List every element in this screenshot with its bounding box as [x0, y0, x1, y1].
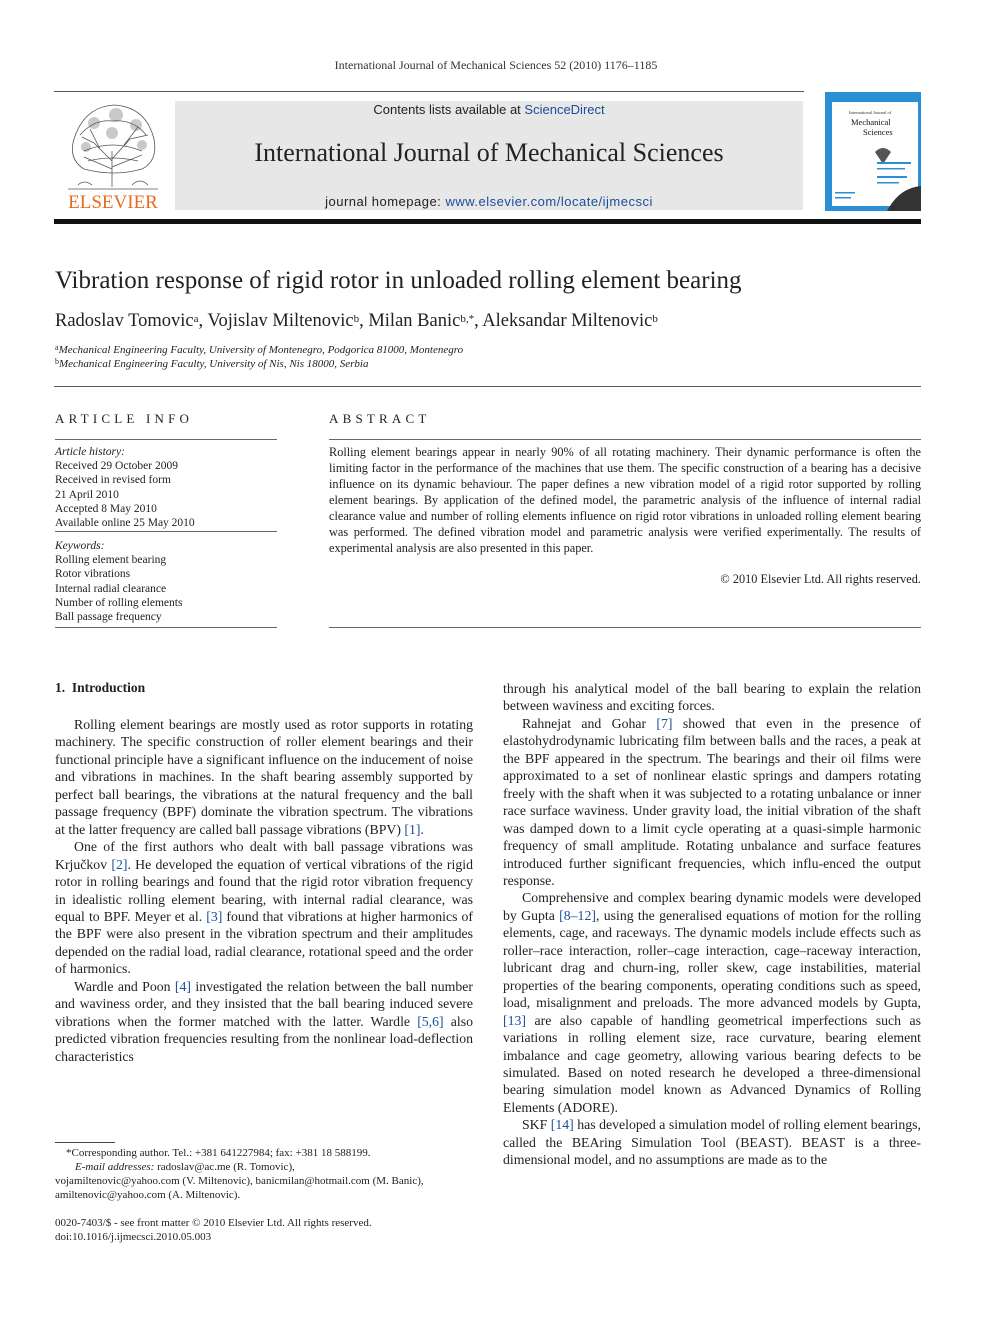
doi-line: doi:10.1016/j.ijmecsci.2010.05.003: [55, 1231, 212, 1243]
article-title: Vibration response of rigid rotor in unloaded rolling element bearing: [55, 267, 742, 294]
affiliation: [55, 344, 935, 356]
journal-title: International Journal of Mechanical Sciences: [254, 138, 724, 167]
paragraph-text: are also capable of handling geometrical imperfections such as variations in rolling element size, race curvature, bearing element imbalance and cage geometry, allowing various bearing defects to be simulated. Based on noted research he developed a three-dimensional bearing simulation model known as Advanced Dynamics of Rolling Elements (ADORE).: [503, 1012, 921, 1115]
citation-link[interactable]: [5,6]: [417, 1013, 444, 1029]
footnote-rule: [55, 1142, 115, 1143]
divider: [55, 531, 277, 532]
body-paragraph: [503, 889, 921, 1116]
body-paragraph: [55, 716, 473, 838]
paragraph-text: also predicted vibration frequencies resulting from the nonlinear load-deflection characteristics: [55, 1013, 473, 1064]
contents-prefix: Contents lists available at: [373, 102, 521, 117]
history-label: Article history:: [55, 446, 125, 458]
history-item: Available online 25 May 2010: [55, 517, 195, 530]
keywords: [55, 539, 277, 624]
citation-link[interactable]: [1]: [404, 821, 421, 837]
history-item: Accepted 8 May 2010: [55, 502, 157, 515]
citation-link[interactable]: [3]: [206, 908, 223, 924]
body-paragraph: [55, 838, 473, 978]
keyword: Rotor vibrations: [55, 568, 131, 581]
article-info-heading: ARTICLE INFO: [55, 411, 194, 426]
paragraph-text: Rahnejat and Gohar: [522, 715, 657, 731]
body-paragraph: [55, 978, 473, 1065]
paragraph-text: One of the first authors who dealt with ball passage vibrations was Krjučkov: [55, 839, 473, 872]
article-history: [55, 445, 277, 530]
body-paragraph: [503, 680, 921, 715]
email-line: [75, 1160, 495, 1174]
author-list: Radoslav Tomovic$^a$, Vojislav Miltenovic$^b$, Milan Banic$^{b,*}$, Aleksandar Miltenovic$^b$: [55, 311, 658, 331]
history-item: 21 April 2010: [55, 488, 119, 501]
paragraph-text: Rolling element bearings are mostly used as rotor supports in rotating machinery. The specific construction of roller element bearings and their functional principle have a significant influence on the inducement of noise and vibrations in machines. In the shaft bearing assembly supported by perfect ball bearings, the vibrations at the natural frequency and the ball passage frequency (BPF) dominate the vibration spectrum. The vibrations at the latter frequency are called ball passage vibrations (BPV): [55, 717, 473, 837]
sciencedirect-link[interactable]: ScienceDirect: [524, 102, 605, 117]
header-top-rule: [54, 91, 804, 92]
author-name: Radoslav Tomovic: [55, 311, 194, 331]
author-affiliation-mark: b: [353, 313, 360, 325]
affiliation: [55, 358, 935, 370]
paragraph-text: showed that even in the presence of elastohydrodynamic lubricating film between balls and the races, a peak at the BPF appeared in the spectrum. The bearings and their oil films were approximated to a set of nonlinear elastic springs and dampers rotating freely with the shaft when it was subjected to a rotating unbalance or inner race surface waviness. Under gravity load, the initial vibration of the shaft was damped down to a limit cycle operating at a quasi-simple harmonic frequency of small amplitude. Rotating unbalance and surface features introduced further significant frequencies, which influ-enced the output response.: [503, 715, 921, 888]
divider: [55, 627, 277, 628]
journal-cover-thumbnail: [825, 92, 921, 211]
divider: [54, 386, 921, 387]
paragraph-text: Wardle and Poon: [74, 978, 175, 994]
elsevier-logo: [54, 99, 172, 211]
paragraph-text: investigated the relation between the ball number and waviness order, and they insisted that the ball bearing induced severe vibrations when the former matched with the latter. Wardle: [55, 978, 473, 1029]
section-heading: [55, 680, 145, 696]
affiliation-mark: a: [55, 343, 59, 352]
keyword: Internal radial clearance: [55, 582, 167, 595]
paragraph-text: through his analytical model of the ball bearing to explain the relation between waviness and exciting forces.: [503, 681, 921, 714]
author-affiliation-mark: b,*: [460, 313, 475, 325]
body-paragraph: [503, 1116, 921, 1168]
email-line: vojamiltenovic@yahoo.com (V. Miltenovic), banicmilan@hotmail.com (M. Banic),: [55, 1175, 424, 1187]
elsevier-wordmark: ELSEVIER: [68, 192, 158, 211]
citation-link[interactable]: [4]: [174, 978, 192, 994]
divider: [55, 439, 277, 440]
header-thick-rule: [54, 219, 921, 224]
paragraph-text: . He developed the equation of vertical vibrations of the rigid rotor in rolling bearings and found that the rigid rotor vibration frequency in idealistic rolling element bearing, with internal radial clearance, was equal to BPF. Meyer et al.: [55, 856, 473, 924]
cover-title-line1: International Journal of: [849, 110, 892, 115]
citation-link[interactable]: [14]: [550, 1117, 574, 1133]
section-title: Introduction: [71, 680, 146, 695]
cover-title-line3: Sciences: [863, 127, 893, 137]
corresponding-author-note: *Corresponding author. Tel.: +381 641227984; fax: +381 18 588199.: [66, 1147, 371, 1159]
abstract-text: Rolling element bearings appear in nearly 90% of all rotating machinery. Their dynamic performance is often the limiting factor in the performance of the machines that use them. The specific construction of a bearing has a decisive influence on its dynamic behaviour. The paper defines a new vibration model of a rigid rotor supported by rolling element bearings. By application of the defined model, the parametric analysis of the influence of internal radial clearance value and number of rolling elements influence on rigid rotor vibrations in unloaded rolling element bearing was performed. The defined vibration model and parametric analysis were verified experimentally. The results of experimental analysis are also presented in this paper.: [329, 445, 921, 555]
body-column-right: [503, 680, 921, 1169]
contents-line: [175, 102, 803, 117]
affiliation-mark: b: [55, 357, 59, 366]
history-item: Received in revised form: [55, 474, 171, 487]
running-head: International Journal of Mechanical Sciences 52 (2010) 1176–1185: [334, 58, 658, 72]
abstract-copyright: © 2010 Elsevier Ltd. All rights reserved.: [720, 572, 921, 586]
author-name: Milan Banic: [368, 311, 461, 331]
keyword: Ball passage frequency: [55, 611, 162, 624]
history-item: Received 29 October 2009: [55, 460, 178, 473]
email-label: E-mail addresses:: [75, 1161, 155, 1173]
abstract-heading: ABSTRACT: [329, 411, 431, 426]
homepage-line: [175, 194, 803, 209]
author-affiliation-mark: b: [652, 313, 658, 325]
affiliation-text: Mechanical Engineering Faculty, University of Nis, Nis 18000, Serbia: [59, 358, 369, 370]
citation-link[interactable]: [13]: [503, 1012, 526, 1028]
paragraph-text: SKF: [522, 1117, 551, 1133]
affiliation-text: Mechanical Engineering Faculty, University of Montenegro, Podgorica 81000, Montenegro: [58, 344, 464, 356]
citation-link[interactable]: [8–12]: [559, 907, 596, 923]
body-column-left: [55, 716, 473, 1065]
email-line: amiltenovic@yahoo.com (A. Miltenovic).: [55, 1189, 241, 1201]
divider: [329, 627, 921, 628]
paragraph-text: , using the generalised equations of motion for the rolling elements, cage, and raceways. The dynamic models include effects such as roller–race interaction, roller–cage interaction, cage–raceway interaction, lubricant drag and churn-ing, roller skew, cage instabilities, material properties of the bearing components, operating conditions such as speed, load, misalignment and preloads. The more advanced models by Gupta,: [503, 907, 921, 1011]
keywords-label: Keywords:: [55, 540, 105, 552]
paragraph-text: has developed a simulation model of rolling element bearings, called the BEAring Simulation Tool (BEAST). BEAST is a three-dimensional model, and no assumptions are made as to the: [503, 1117, 921, 1168]
section-number: 1.: [55, 680, 66, 695]
citation-link[interactable]: [2]: [111, 856, 128, 872]
author-name: Aleksandar Miltenovic: [482, 311, 653, 331]
keyword: Number of rolling elements: [55, 596, 183, 609]
citation-link[interactable]: [7]: [656, 715, 673, 731]
author-affiliation-mark: a: [193, 313, 199, 325]
paragraph-text: .: [420, 821, 424, 837]
divider: [329, 439, 921, 440]
author-name: Vojislav Miltenovic: [207, 311, 354, 331]
homepage-link[interactable]: www.elsevier.com/locate/ijmecsci: [445, 194, 653, 209]
paragraph-text: Comprehensive and complex bearing dynamic models were developed by Gupta: [503, 890, 921, 923]
email-address: radoslav@ac.me (R. Tomovic),: [157, 1161, 295, 1173]
paragraph-text: found that vibrations at higher harmonics of the BPF were also present in the vibration spectrum and their amplitudes depended on the radial load, radial clearance, rotational speed and the order of harmonics.: [55, 908, 473, 977]
keyword: Rolling element bearing: [55, 554, 167, 567]
body-paragraph: [503, 715, 921, 890]
cover-title-line2: Mechanical: [851, 117, 891, 127]
homepage-prefix: journal homepage:: [325, 194, 442, 209]
issn-line: 0020-7403/$ - see front matter © 2010 Elsevier Ltd. All rights reserved.: [55, 1217, 372, 1229]
